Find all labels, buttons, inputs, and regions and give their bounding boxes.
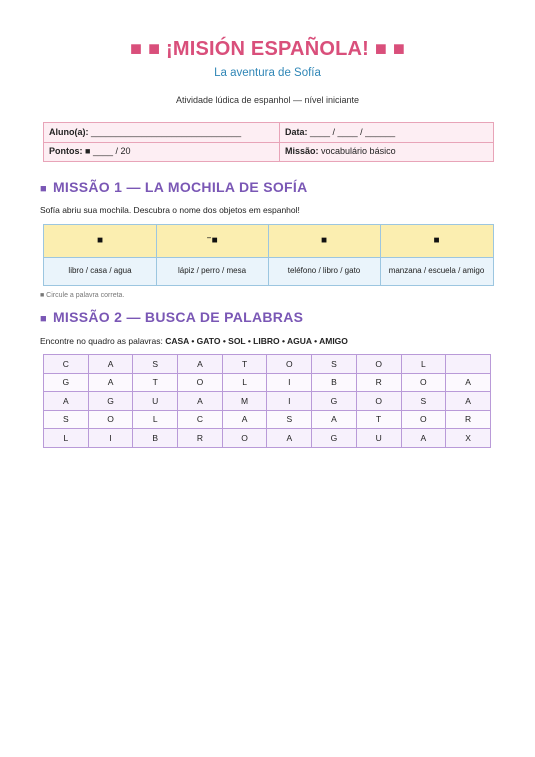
grid-cell[interactable]: G [312, 429, 357, 448]
mission1-heading [40, 179, 307, 195]
grid-cell[interactable]: A [88, 373, 133, 392]
grid-cell[interactable]: G [44, 373, 89, 392]
grid-cell[interactable]: A [267, 429, 312, 448]
mission1-instruction: Sofía abriu sua mochila. Descubra o nome dos objetos em espanhol! [40, 205, 300, 215]
student-info-box [43, 122, 494, 162]
student-name-label: Aluno(a): [49, 127, 89, 137]
object-icon: ⁻■ [206, 235, 218, 246]
mission2-instruction-prefix: Encontre no quadro as palavras: [40, 336, 166, 346]
grid-cell[interactable]: L [222, 373, 267, 392]
word-list: CASA • GATO • SOL • LIBRO • AGUA • AMIGO [165, 336, 348, 346]
grid-cell[interactable]: A [446, 373, 491, 392]
mission-field [280, 142, 493, 161]
page-title: ■ ■ ¡MISIÓN ESPAÑOLA! ■ ■ [129, 38, 406, 60]
mission-label: Missão: [285, 146, 319, 156]
grid-cell[interactable]: O [178, 373, 223, 392]
word-search-grid [43, 354, 491, 448]
grid-cell[interactable]: S [312, 355, 357, 374]
grid-cell[interactable]: I [267, 373, 312, 392]
activity-description: Atividade lúdica de espanhol — nível iniciante [175, 95, 360, 105]
grid-cell[interactable]: O [267, 355, 312, 374]
object-options[interactable]: manzana / escuela / amigo [388, 266, 485, 275]
points-value: ■ ____ / 20 [85, 146, 131, 156]
grid-cell[interactable]: S [44, 410, 89, 429]
grid-cell[interactable]: A [178, 355, 223, 374]
grid-row [44, 373, 491, 392]
grid-cell[interactable]: O [356, 392, 401, 411]
grid-cell[interactable]: O [222, 429, 267, 448]
object-options[interactable]: libro / casa / agua [68, 266, 132, 275]
grid-cell[interactable]: B [133, 429, 178, 448]
grid-cell[interactable]: M [222, 392, 267, 411]
grid-row [44, 355, 491, 374]
grid-cell[interactable]: T [133, 373, 178, 392]
grid-cell[interactable]: I [88, 429, 133, 448]
grid-cell[interactable]: C [178, 410, 223, 429]
grid-cell[interactable]: G [88, 392, 133, 411]
student-name-blank: ______________________________ [91, 127, 242, 137]
date-label: Data: [285, 127, 308, 137]
grid-cell[interactable]: R [178, 429, 223, 448]
grid-cell[interactable]: X [446, 429, 491, 448]
object-options[interactable]: lápiz / perro / mesa [177, 266, 247, 275]
object-icon: ■ [433, 235, 440, 246]
object-icon: ■ [320, 235, 328, 246]
points-field[interactable] [44, 142, 279, 161]
grid-cell[interactable]: A [178, 392, 223, 411]
grid-cell[interactable]: O [401, 373, 446, 392]
grid-cell[interactable]: S [401, 392, 446, 411]
grid-cell[interactable] [446, 355, 491, 374]
grid-cell[interactable]: O [356, 355, 401, 374]
backpack-objects-table [43, 224, 494, 286]
grid-cell[interactable]: I [267, 392, 312, 411]
grid-cell[interactable]: T [356, 410, 401, 429]
student-name-field[interactable] [44, 123, 279, 142]
grid-cell[interactable]: A [446, 392, 491, 411]
mission1-title: MISSÃO 1 — LA MOCHILA DE SOFÍA [52, 179, 308, 195]
grid-cell[interactable]: O [401, 410, 446, 429]
object-icon: ■ [96, 235, 104, 246]
grid-cell[interactable]: L [44, 429, 89, 448]
grid-cell[interactable]: A [401, 429, 446, 448]
mission2-instruction [40, 336, 348, 346]
points-label: Pontos: [49, 146, 83, 156]
grid-cell[interactable]: U [133, 392, 178, 411]
grid-cell[interactable]: L [133, 410, 178, 429]
grid-cell[interactable]: C [44, 355, 89, 374]
grid-cell[interactable]: A [312, 410, 357, 429]
grid-cell[interactable]: O [88, 410, 133, 429]
date-blank: ____ / ____ / ______ [310, 127, 396, 137]
mission-value: vocabulário básico [321, 146, 396, 156]
grid-row [44, 429, 491, 448]
grid-cell[interactable]: G [312, 392, 357, 411]
page-subtitle: La aventura de Sofía [214, 67, 321, 79]
grid-cell[interactable]: S [133, 355, 178, 374]
object-options[interactable]: teléfono / libro / gato [287, 266, 361, 275]
grid-cell[interactable]: T [222, 355, 267, 374]
grid-cell[interactable]: A [88, 355, 133, 374]
date-field[interactable] [280, 123, 493, 142]
grid-cell[interactable]: S [267, 410, 312, 429]
grid-cell[interactable]: R [356, 373, 401, 392]
grid-row [44, 392, 491, 411]
circle-instruction-note: ■ Circule a palavra correta. [40, 292, 125, 299]
grid-cell[interactable]: R [446, 410, 491, 429]
mission2-title: MISSÃO 2 — BUSCA DE PALABRAS [52, 309, 304, 325]
grid-row [44, 410, 491, 429]
grid-cell[interactable]: U [356, 429, 401, 448]
square-bullet-icon: ■ [40, 183, 47, 195]
grid-cell[interactable]: A [222, 410, 267, 429]
grid-cell[interactable]: B [312, 373, 357, 392]
grid-cell[interactable]: A [44, 392, 89, 411]
mission2-heading [40, 309, 303, 325]
grid-cell[interactable]: L [401, 355, 446, 374]
square-bullet-icon: ■ [40, 313, 47, 325]
